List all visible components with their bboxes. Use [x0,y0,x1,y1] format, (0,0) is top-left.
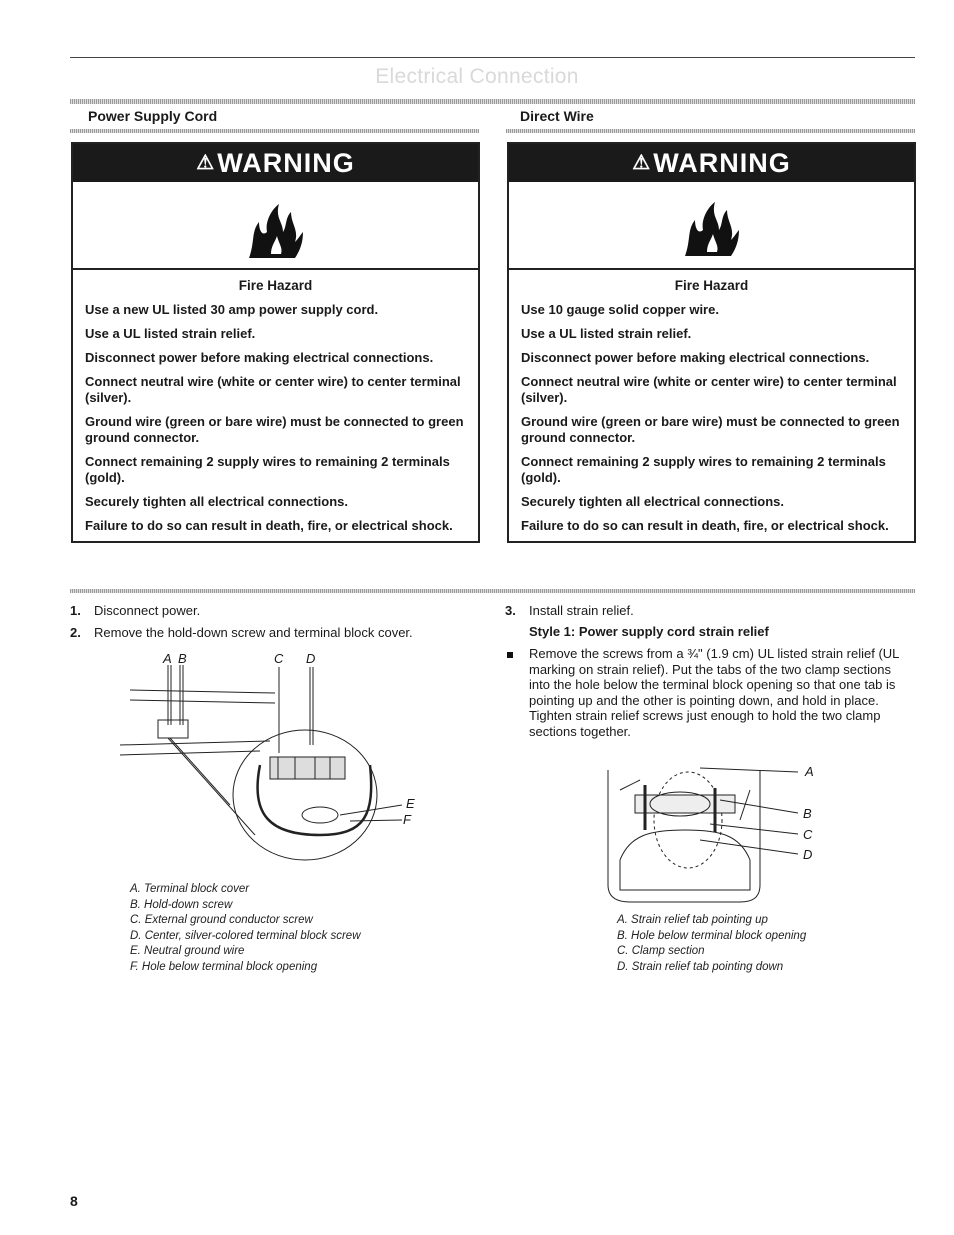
step-text: Install strain relief. [529,603,634,618]
step-2 [70,625,413,641]
figure-label-d: D [306,651,316,666]
caption-line: A. Strain relief tab pointing up [617,914,768,926]
step-number: 2. [70,625,81,640]
warning-body [509,270,914,541]
warning-line: Disconnect power before making electrical connections. [85,350,434,365]
right-figure-captions [617,913,806,975]
warning-line: Disconnect power before making electrical connections. [521,350,870,365]
warning-line: Failure to do so can result in death, fire, or electrical shock. [85,518,453,533]
warning-line: Connect remaining 2 supply wires to remaining 2 terminals (gold). [521,454,886,485]
right-warning-box [507,142,916,543]
fire-icon [241,192,311,262]
left-heading-hatch [70,129,479,133]
step-3 [505,603,634,619]
warning-line: Use a UL listed strain relief. [521,326,692,341]
step-text: Remove the hold-down screw and terminal block cover. [94,625,413,640]
step-text: Disconnect power. [94,603,201,618]
figure-label-f: F [403,812,411,827]
section-divider-hatch [70,589,915,593]
title-underline-hatch [70,99,915,104]
warning-body [73,270,478,541]
left-figure-captions [130,882,361,975]
fire-icon-panel [73,182,478,270]
terminal-block-diagram [120,665,420,870]
step-number: 3. [505,603,516,618]
warning-triangle-icon: ⚠ [196,152,216,174]
page-number: 8 [70,1193,78,1209]
warning-banner-text: WARNING [653,148,791,178]
figure-label-e: E [406,796,415,811]
warning-banner-text: WARNING [217,148,355,178]
step-number: 1. [70,603,81,618]
warning-line: Connect neutral wire (white or center wire) to center terminal (silver). [521,374,897,405]
figure-label-d: D [803,847,813,862]
caption-line: E. Neutral ground wire [130,945,245,957]
caption-line: D. Strain relief tab pointing down [617,960,784,973]
fire-icon-panel [509,182,914,270]
strain-relief-diagram [600,750,813,910]
warning-line: Connect remaining 2 supply wires to remaining 2 terminals (gold). [85,454,450,485]
figure-label-c: C [274,651,284,666]
caption-line: A. Terminal block cover [130,883,250,895]
figure-label-b: B [178,651,187,666]
left-warning-box [71,142,480,543]
caption-line: C. Clamp section [617,945,705,957]
caption-line: F. Hole below terminal block opening [130,960,318,973]
warning-triangle-icon: ⚠ [632,152,652,174]
bullet-icon [507,652,513,658]
warning-line: Ground wire (green or bare wire) must be connected to green ground connector. [85,414,464,445]
warning-line: Use a new UL listed 30 amp power supply cord. [85,302,379,317]
caption-line: D. Center, silver-colored terminal block screw [130,929,361,942]
figure-label-c: C [803,827,813,842]
warning-line: Securely tighten all electrical connections. [521,494,784,509]
warning-banner [509,144,914,182]
left-column-heading: Power Supply Cord [88,108,218,124]
right-column-heading: Direct Wire [520,108,594,124]
figure-label-a: A [163,651,172,666]
caption-line: B. Hold-down screw [130,898,233,911]
warning-banner [73,144,478,182]
warning-line: Connect neutral wire (white or center wire) to center terminal (silver). [85,374,461,405]
warning-line: Failure to do so can result in death, fire, or electrical shock. [521,518,889,533]
warning-line: Use 10 gauge solid copper wire. [521,302,719,317]
page-title: Electrical Connection [375,65,579,88]
warning-line: Use a UL listed strain relief. [85,326,256,341]
warning-line: Securely tighten all electrical connections. [85,494,348,509]
hazard-title: Fire Hazard [674,278,749,293]
figure-label-b: B [803,806,812,821]
top-rule [70,57,915,58]
style-heading: Style 1: Power supply cord strain relief [529,624,769,639]
warning-line: Ground wire (green or bare wire) must be connected to green ground connector. [521,414,900,445]
right-heading-hatch [506,129,915,133]
step-1 [70,603,200,619]
caption-line: C. External ground conductor screw [130,914,313,926]
caption-line: B. Hole below terminal block opening [617,929,807,942]
figure-label-a: A [805,764,814,779]
hazard-title: Fire Hazard [238,278,313,293]
fire-icon [677,190,747,260]
bullet-text: Remove the screws from a ¾" (1.9 cm) UL listed strain relief (UL marking on strain relief). Put the tabs of the two clamp sections into the hole below the terminal block opening so that one tab is pointing up and the other is pointing down, and hold in place. Tighten strain relief screws just enough to hold the two clamp sections together. [529,646,899,739]
